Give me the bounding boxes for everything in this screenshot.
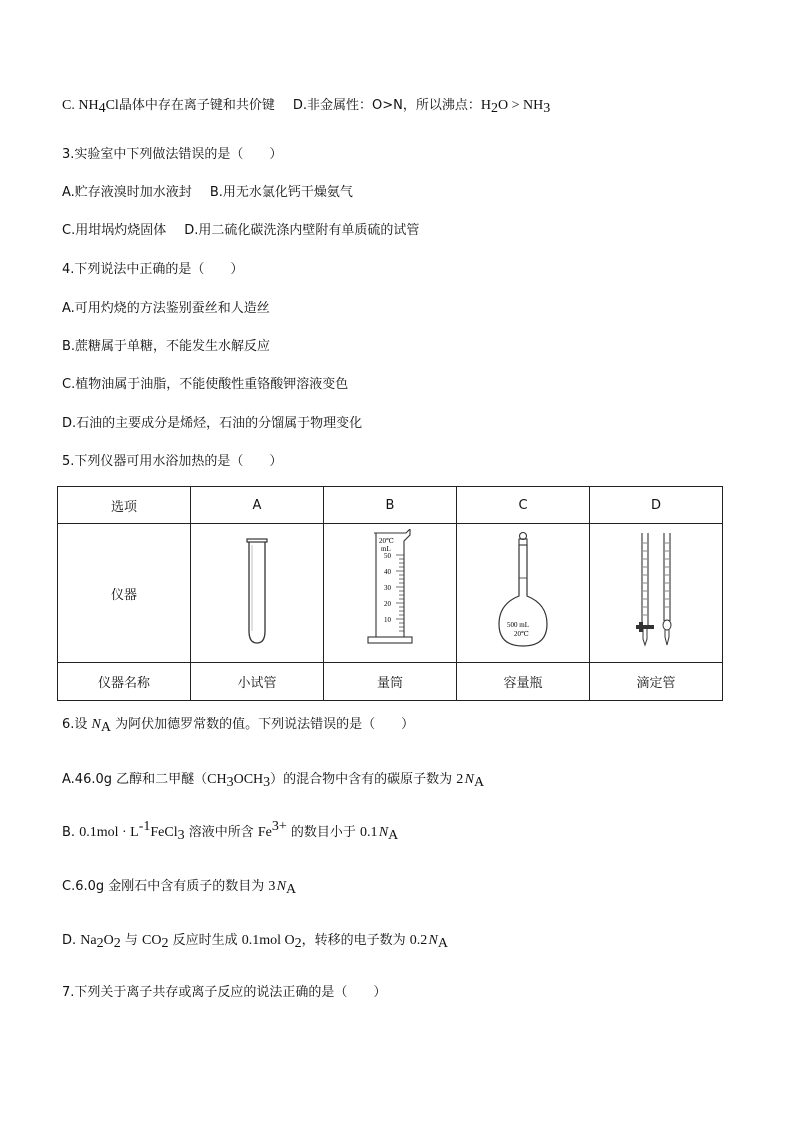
q2-option-d-text: D.非金属性：O>N，所以沸点： <box>292 98 481 113</box>
q3-option-d: D.用二硫化碳洗涤内壁附有单质硫的试管 <box>184 223 420 238</box>
row-label-instrument: 仪器 <box>58 524 191 663</box>
cylinder-temp-label: 20℃ <box>379 537 394 545</box>
q4-option-a: A.可用灼烧的方法鉴别蚕丝和人造丝 <box>62 301 270 316</box>
q4-option-b: B.蔗糖属于单糖，不能发生水解反应 <box>62 339 271 354</box>
instrument-name: 滴定管 <box>590 663 723 701</box>
flask-volume-label: 500 mL <box>507 621 529 629</box>
cylinder-tick-label: 50 <box>384 552 391 560</box>
q7-stem: 7.下列关于离子共存或离子反应的说法正确的是（ ） <box>62 985 387 1000</box>
cylinder-tick-label: 40 <box>384 568 391 576</box>
q6-option-d: D. $Na_2O_2$ 与 $CO_2$ 反应时生成 0.1mol $O_2$，转移的电子数为 0.2 $N_A$ <box>62 933 449 951</box>
flask-temp-label: 20℃ <box>514 630 529 638</box>
test-tube-cell <box>191 524 324 663</box>
q2-options-cd: C. $NH_4Cl$晶体中存在离子键和共价键 D.非金属性：O>N，所以沸点：$H_2O > NH_3$ <box>62 98 551 116</box>
q3-option-a: A.贮存液溴时加水液封 <box>62 185 192 200</box>
q4-option-c: C.植物油属于油脂，不能使酸性重铬酸钾溶液变色 <box>62 377 349 392</box>
volumetric-flask-icon <box>491 530 555 652</box>
q3-option-c: C.用坩埚灼烧固体 <box>62 223 167 238</box>
instrument-name: 容量瓶 <box>457 663 590 701</box>
header-cell: D <box>590 487 723 524</box>
burette-cell <box>590 524 723 663</box>
table-header-row <box>58 487 723 524</box>
q6-option-c: C.6.0g 金刚石中含有质子的数目为 3 $N_A$ <box>62 879 297 897</box>
q4-stem: 4.下列说法中正确的是（ ） <box>62 262 244 277</box>
row-label-name: 仪器名称 <box>58 663 191 701</box>
burette-icon <box>626 529 686 653</box>
q5-stem: 5.下列仪器可用水浴加热的是（ ） <box>62 454 283 469</box>
graduated-cylinder-icon <box>360 529 420 653</box>
cylinder-unit-label: mL <box>381 545 391 553</box>
q6-stem: 6.设 $N_A$ 为阿伏加德罗常数的值。下列说法错误的是（ ） <box>62 717 415 735</box>
q2-option-c-prefix: C. <box>62 98 79 113</box>
q2-option-c-text: 晶体中存在离子键和共价键 <box>118 98 275 113</box>
cylinder-tick-label: 20 <box>384 600 391 608</box>
q3-options-cd <box>62 222 419 240</box>
q4-option-d: D.石油的主要成分是烯烃，石油的分馏属于物理变化 <box>62 416 363 431</box>
q3-stem: 3.实验室中下列做法错误的是（ ） <box>62 147 283 162</box>
cylinder-tick-label: 30 <box>384 584 391 592</box>
header-cell: C <box>457 487 590 524</box>
table-name-row <box>58 663 723 701</box>
q2-option-c-formula: NH <box>78 98 99 113</box>
q2-option-d-formula: H <box>480 98 491 113</box>
instrument-table <box>57 486 723 701</box>
header-cell: A <box>191 487 324 524</box>
graduated-cylinder-cell <box>324 524 457 663</box>
q6-option-a: A.46.0g 乙醇和二甲醚$(CH_3OCH_3)$的混合物中含有的碳原子数为 2 $N_A$ <box>62 772 485 790</box>
volumetric-flask-cell <box>457 524 590 663</box>
cylinder-tick-label: 10 <box>384 616 391 624</box>
instrument-name: 小试管 <box>191 663 324 701</box>
q6-option-b: B. $0.1mol \cdot L^{-1}FeCl_3$ 溶液中所含 $Fe^{3+}$ 的数目小于 0.1 $N_A$ <box>62 819 399 843</box>
instrument-name: 量筒 <box>324 663 457 701</box>
table-image-row <box>58 524 723 663</box>
q3-option-b: B.用无水氯化钙干燥氨气 <box>209 185 353 200</box>
test-tube-icon <box>237 531 277 651</box>
q3-options-ab <box>62 184 353 202</box>
header-cell: 选项 <box>58 487 191 524</box>
header-cell: B <box>324 487 457 524</box>
